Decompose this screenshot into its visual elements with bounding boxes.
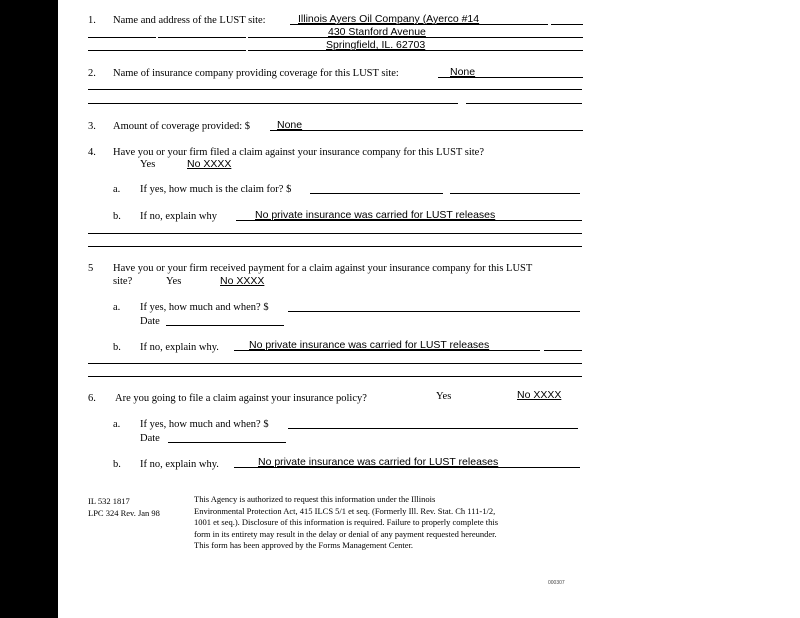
q5b-explanation: No private insurance was carried for LUST releases — [249, 339, 490, 351]
q6-label: Are you going to file a claim against your insurance policy? — [115, 393, 367, 404]
q6-no-option: No XXXX — [517, 389, 562, 401]
q3-number: 3. — [88, 121, 96, 132]
q4a-marker: a. — [113, 184, 121, 195]
q1-address-line1: 430 Stanford Avenue — [328, 26, 426, 38]
q5-label-line2: site? — [113, 276, 133, 287]
q4b-marker: b. — [113, 211, 121, 222]
q5b-label: If no, explain why. — [140, 342, 219, 353]
q2-number: 2. — [88, 68, 96, 79]
punch-hole-top — [76, 212, 96, 232]
q2-insurance-company: None — [450, 66, 476, 78]
punch-hole-bottom — [76, 517, 96, 537]
q1-site-name: Illinois Ayers Oil Company (Ayerco #14 — [298, 13, 480, 25]
q2-label: Name of insurance company providing coverage for this LUST site: — [113, 68, 399, 79]
q1-label: Name and address of the LUST site: — [113, 15, 266, 26]
q5a-date-label: Date — [140, 316, 160, 327]
footer-form-code-1: IL 532 1817 — [88, 496, 130, 506]
q5a-marker: a. — [113, 302, 121, 313]
q5b-marker: b. — [113, 342, 121, 353]
q5-number: 5 — [88, 263, 94, 274]
q1-number: 1. — [88, 15, 96, 26]
footer-notice-line-4: form in its entirety may result in the delay or denial of any payment requested hereunder. — [194, 528, 497, 539]
q6b-explanation: No private insurance was carried for LUST releases — [258, 456, 499, 468]
q5-no-option: No XXXX — [220, 275, 265, 287]
form-page — [58, 0, 648, 618]
q3-label: Amount of coverage provided: $ — [113, 121, 251, 132]
bates-stamp: 000307 — [548, 580, 565, 586]
q4b-label: If no, explain why — [140, 211, 217, 222]
q3-coverage-amount: None — [277, 119, 303, 131]
footer-form-code-2: LPC 324 Rev. Jan 98 — [88, 507, 160, 518]
footer-disclosure-notice — [194, 494, 498, 552]
q4b-explanation: No private insurance was carried for LUST releases — [255, 209, 496, 221]
q6-number: 6. — [88, 393, 96, 404]
footer-notice-line-5: This form has been approved by the Forms Management Center. — [194, 540, 414, 550]
q4-yes-option: Yes — [140, 159, 156, 170]
footer-notice-line-1: This Agency is authorized to request this information under the Illinois — [194, 494, 436, 504]
footer-notice-line-3: 1001 et seq.). Disclosure of this information is required. Failure to properly complete this — [194, 517, 499, 527]
q6-yes-option: Yes — [436, 391, 452, 402]
q4-no-option: No XXXX — [187, 158, 232, 170]
footer-notice-line-2: Environmental Protection Act, 415 ILCS 5/1 et seq. (Formerly Ill. Rev. Stat. Ch 111-1/2, — [194, 505, 496, 516]
q4-label: Have you or your firm filed a claim against your insurance company for this LUST site? — [113, 147, 484, 158]
q5-yes-option: Yes — [166, 276, 182, 287]
q6b-label: If no, explain why. — [140, 459, 219, 470]
q4-number: 4. — [88, 147, 96, 158]
q5a-label: If yes, how much and when? $ — [140, 302, 269, 313]
q6a-date-label: Date — [140, 433, 160, 444]
q6a-label: If yes, how much and when? $ — [140, 419, 269, 430]
q4a-label: If yes, how much is the claim for? $ — [140, 184, 292, 195]
footer-form-codes — [88, 496, 160, 519]
q6b-marker: b. — [113, 459, 121, 470]
q6a-marker: a. — [113, 419, 121, 430]
q1-address-line2: Springfield, IL. 62703 — [326, 39, 426, 51]
q5-label-line1: Have you or your firm received payment for a claim against your insurance company for this LUST — [113, 263, 533, 274]
